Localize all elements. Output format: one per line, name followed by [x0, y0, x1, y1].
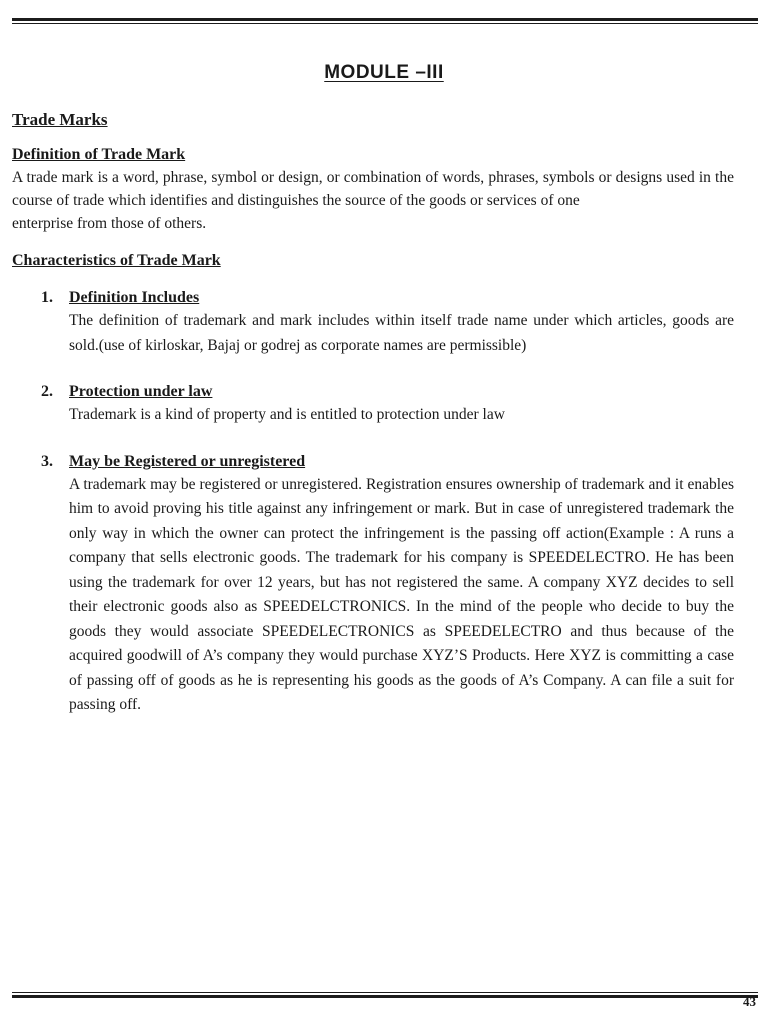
definition-text-tail: enterprise from those of others.: [12, 215, 207, 232]
list-item: [12, 286, 734, 358]
item-text: The definition of trademark and mark includes within itself trade name under which articles, goods are sold.(use of kirloskar, Bajaj or godrej as corporate names are permissible): [69, 312, 734, 354]
characteristics-heading: Characteristics of Trade Mark: [12, 252, 221, 269]
item-title: Protection under law: [69, 383, 213, 400]
item-number: 2.: [41, 383, 53, 400]
item-title: May be Registered or unregistered: [69, 452, 306, 470]
module-title: MODULE –III: [324, 62, 444, 83]
section-heading: Trade Marks: [12, 110, 108, 129]
characteristics-list: [12, 286, 734, 718]
list-item: [12, 450, 734, 718]
definition-text: A trade mark is a word, phrase, symbol or design, or combination of words, phrases, symbols or designs used in the course of trade which identifies and distinguishes the source of the goods or services of one: [12, 169, 734, 209]
item-number: 3.: [41, 452, 53, 470]
page-number: 43: [743, 994, 756, 1009]
item-number: 1.: [41, 289, 53, 306]
item-text: Trademark is a kind of property and is entitled to protection under law: [69, 406, 505, 423]
page-content: [12, 108, 734, 740]
list-item: [12, 380, 734, 428]
bottom-rule: [12, 992, 758, 998]
top-rule: [12, 18, 758, 24]
definition-paragraph: [12, 166, 734, 235]
definition-heading: Definition of Trade Mark: [12, 146, 186, 163]
item-title: Definition Includes: [69, 289, 200, 306]
item-text: A trademark may be registered or unregistered. Registration ensures ownership of trademark and it enables him to avoid proving his title against any infringement or mark. But in case of unregistered trademark the only way in which the owner can protect the infringement is the passing off action(Example : A runs a company that sells electronic goods. The trademark for his company is SPEEDELECTRO. He has been using the trademark for over 12 years, but has not registered the same. A company XYZ decides to sell their electronic goods also as SPEEDELCTRONICS. In the mind of the people who decide to buy the goods they would associate SPEEDELECTRONICS as SPEEDELECTRO and thus because of the acquired goodwill of A’s company they would purchase XYZ’S Products. Here XYZ is committing a case of passing off of goods as he is representing his goods as the goods of A’s Company. A can file a suit for passing off.: [69, 475, 734, 713]
